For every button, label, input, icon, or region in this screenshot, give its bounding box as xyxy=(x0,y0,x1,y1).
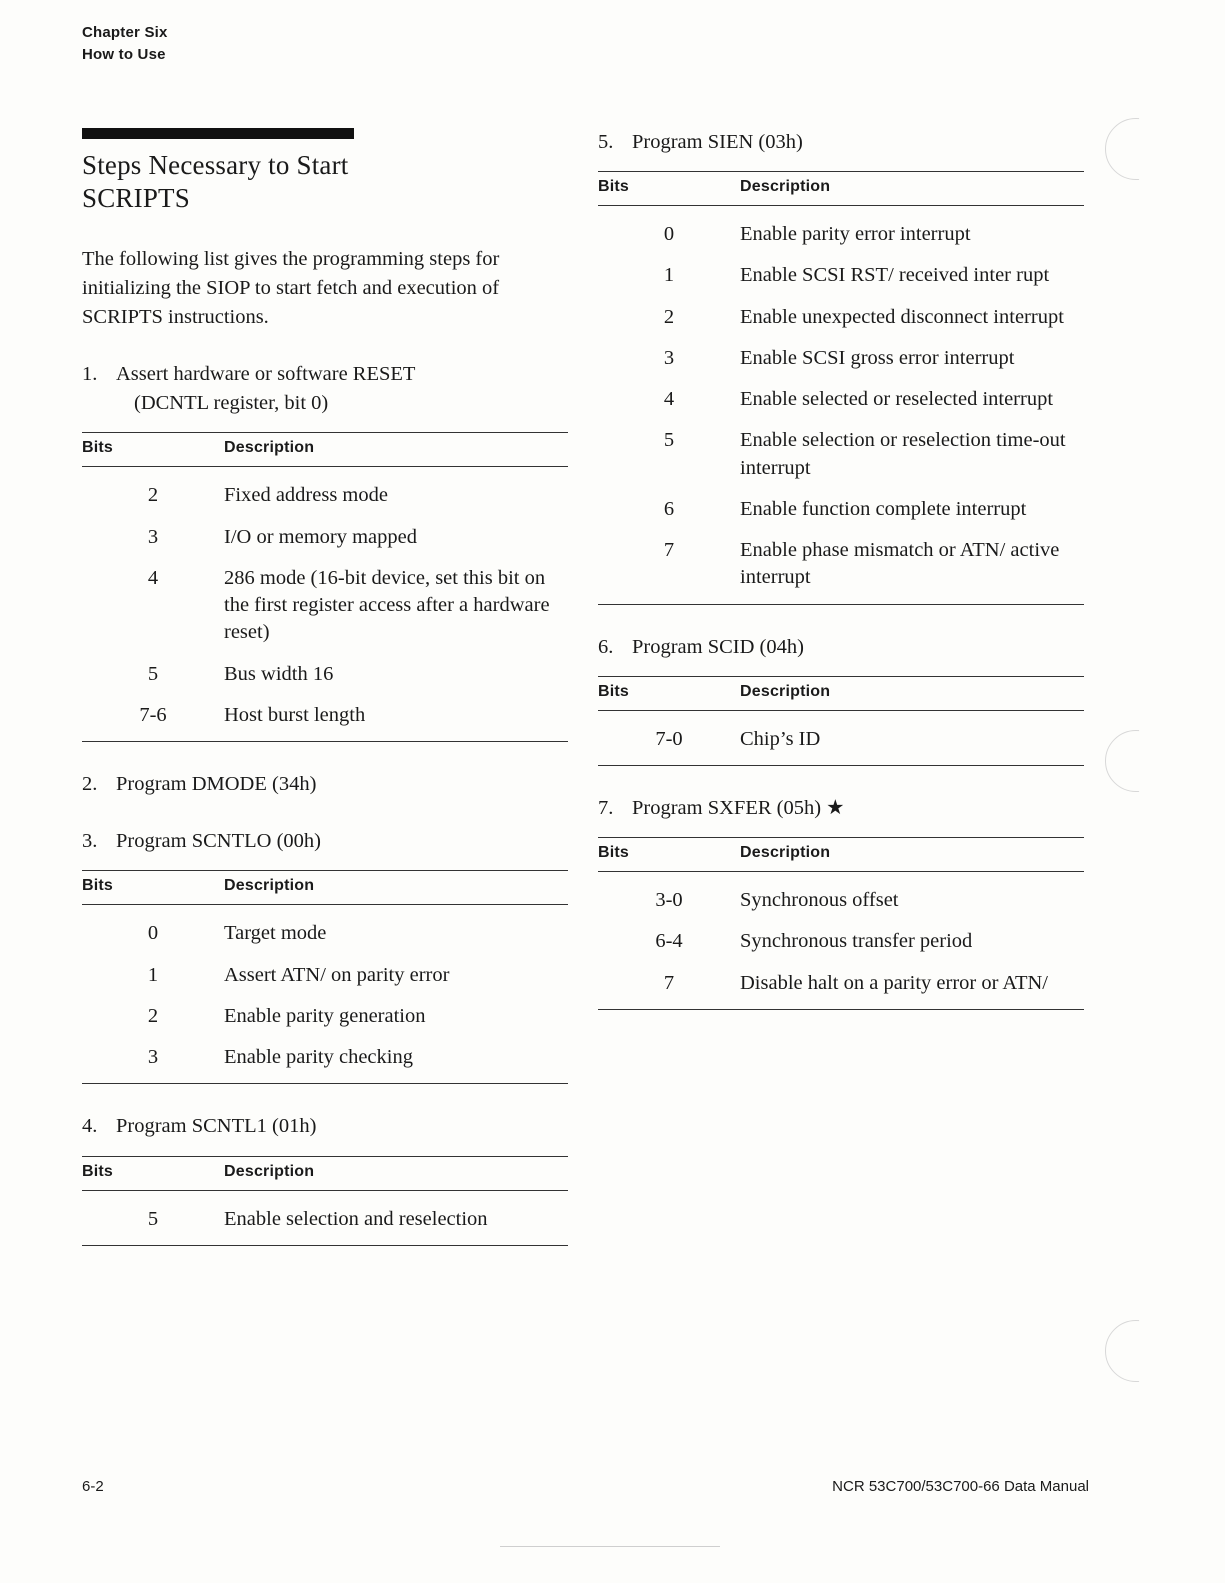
step-7 xyxy=(598,794,1084,823)
step-3 xyxy=(82,827,568,856)
table-step-5 xyxy=(598,171,1084,605)
section-rule xyxy=(82,128,354,139)
chapter-header-line1: Chapter Six xyxy=(82,24,168,41)
page-title xyxy=(82,149,568,215)
step-6 xyxy=(598,633,1084,662)
intro-paragraph: The following list gives the programming steps for initializing the SIOP to start fetch and execution of SCRIPTS instructions. xyxy=(82,247,500,329)
table-header-row xyxy=(82,1156,568,1190)
cell-description: Enable selected or reselected interrupt xyxy=(740,388,1054,411)
page-artifact-arc xyxy=(1105,1320,1167,1382)
cell-description: Synchronous offset xyxy=(740,889,899,912)
step-2 xyxy=(82,770,568,799)
table-row xyxy=(82,992,568,1033)
chapter-header xyxy=(82,22,168,66)
step-7-number: 7. xyxy=(598,796,614,819)
cell-description: Enable SCSI RST/ received inter rupt xyxy=(740,264,1050,287)
cell-bits: 4 xyxy=(147,566,159,589)
footer-page-number: 6-2 xyxy=(82,1478,104,1495)
table-step-1 xyxy=(82,432,568,742)
table-row xyxy=(598,293,1084,334)
step-6-text: Program SCID (04h) xyxy=(632,635,804,658)
cell-description: Target mode xyxy=(224,922,327,945)
step-1-number: 1. xyxy=(82,363,98,386)
table-header-row xyxy=(82,433,568,467)
cell-bits: 3-0 xyxy=(655,889,683,912)
column-header-description: Description xyxy=(740,838,1084,872)
cell-description: 286 mode (16-bit device, set this bit on the first register access after a hardware reset) xyxy=(224,566,550,644)
cell-description: Synchronous transfer period xyxy=(740,930,973,953)
cell-description: Host burst length xyxy=(224,691,568,742)
cell-description: Enable SCSI gross error interrupt xyxy=(740,346,1015,369)
step-5-number: 5. xyxy=(598,131,614,153)
cell-bits: 1 xyxy=(663,264,675,287)
cell-description: Enable phase mismatch or ATN/ active interrupt xyxy=(740,526,1084,604)
page-title-line1: Steps Necessary to Start xyxy=(82,150,349,180)
cell-bits: 5 xyxy=(663,429,675,452)
step-5 xyxy=(598,128,1084,157)
cell-bits: 1 xyxy=(147,963,159,986)
table-row xyxy=(598,959,1084,1010)
cell-bits: 6-4 xyxy=(655,930,683,953)
step-1-subtext: (DCNTL register, bit 0) xyxy=(134,392,329,415)
table-row xyxy=(82,905,568,951)
table-row xyxy=(598,251,1084,292)
table-row xyxy=(598,710,1084,765)
table-row xyxy=(598,526,1084,604)
table-row xyxy=(82,1033,568,1084)
table-step-3 xyxy=(82,870,568,1084)
step-5-text: Program SIEN (03h) xyxy=(632,131,803,153)
column-header-description: Description xyxy=(224,871,568,905)
cell-bits: 5 xyxy=(82,1190,224,1245)
table-row xyxy=(598,334,1084,375)
right-column xyxy=(598,128,1084,1014)
table-row xyxy=(82,691,568,742)
left-column xyxy=(82,128,568,1250)
cell-bits: 3 xyxy=(663,346,675,369)
cell-description: I/O or memory mapped xyxy=(224,525,417,548)
table-header-row xyxy=(598,676,1084,710)
table-row xyxy=(598,416,1084,485)
column-header-bits: Bits xyxy=(82,433,224,467)
step-3-number: 3. xyxy=(82,830,98,853)
page-artifact-arc xyxy=(1105,118,1167,180)
table-row xyxy=(598,872,1084,918)
cell-bits: 3 xyxy=(147,525,159,548)
table-row xyxy=(598,375,1084,416)
column-header-description: Description xyxy=(740,676,1084,710)
cell-description: Enable unexpected disconnect interrupt xyxy=(740,305,1064,328)
column-header-description: Description xyxy=(740,172,1084,206)
page-title-line2: SCRIPTS xyxy=(82,182,190,213)
step-3-text: Program SCNTLO (00h) xyxy=(116,830,321,853)
table-row xyxy=(82,951,568,992)
cell-description: Assert ATN/ on parity error xyxy=(224,963,450,986)
step-1 xyxy=(82,360,568,418)
cell-description: Enable parity checking xyxy=(224,1033,568,1084)
table-header-row xyxy=(598,838,1084,872)
cell-description: Disable halt on a parity error or ATN/ xyxy=(740,959,1084,1010)
step-7-text: Program SXFER (05h) ★ xyxy=(632,796,845,819)
cell-bits: 6 xyxy=(663,497,675,520)
cell-bits: 5 xyxy=(147,662,159,685)
table-row xyxy=(598,206,1084,252)
table-row xyxy=(598,485,1084,526)
cell-bits: 3 xyxy=(82,1033,224,1084)
table-header-row xyxy=(598,172,1084,206)
table-header-row xyxy=(82,871,568,905)
cell-bits: 0 xyxy=(663,223,675,246)
step-4 xyxy=(82,1112,568,1141)
footer-manual-title: NCR 53C700/53C700-66 Data Manual xyxy=(832,1478,1089,1495)
cell-description: Bus width 16 xyxy=(224,662,334,685)
cell-bits: 7-6 xyxy=(82,691,224,742)
column-header-bits: Bits xyxy=(82,871,224,905)
column-header-description: Description xyxy=(224,433,568,467)
page-artifact-line xyxy=(500,1546,720,1547)
table-row xyxy=(82,1190,568,1245)
cell-description: Enable function complete interrupt xyxy=(740,497,1027,520)
column-header-bits: Bits xyxy=(598,172,740,206)
table-row xyxy=(82,513,568,554)
table-row xyxy=(598,917,1084,958)
step-2-text: Program DMODE (34h) xyxy=(116,773,317,796)
cell-description: Chip’s ID xyxy=(740,710,1084,765)
column-header-description: Description xyxy=(224,1156,568,1190)
cell-bits: 0 xyxy=(147,922,159,945)
cell-description: Fixed address mode xyxy=(224,484,388,507)
table-step-4 xyxy=(82,1156,568,1246)
step-1-text: Assert hardware or software RESET xyxy=(116,363,416,386)
table-step-6 xyxy=(598,676,1084,766)
column-header-bits: Bits xyxy=(82,1156,224,1190)
table-step-7 xyxy=(598,837,1084,1010)
cell-bits: 7-0 xyxy=(598,710,740,765)
cell-bits: 4 xyxy=(663,388,675,411)
cell-bits: 7 xyxy=(598,959,740,1010)
page-artifact-arc xyxy=(1105,730,1167,792)
table-row xyxy=(82,650,568,691)
cell-description: Enable parity error interrupt xyxy=(740,223,971,246)
cell-bits: 2 xyxy=(147,1004,159,1027)
table-row xyxy=(82,554,568,650)
cell-description: Enable selection and reselection xyxy=(224,1190,568,1245)
cell-description: Enable selection or reselection time-out interrupt xyxy=(740,429,1066,479)
step-4-number: 4. xyxy=(82,1115,98,1138)
table-row xyxy=(82,467,568,513)
cell-bits: 2 xyxy=(663,305,675,328)
column-header-bits: Bits xyxy=(598,838,740,872)
step-2-number: 2. xyxy=(82,773,98,796)
chapter-header-line2: How to Use xyxy=(82,45,166,63)
step-6-number: 6. xyxy=(598,635,614,658)
cell-bits: 2 xyxy=(147,484,159,507)
cell-description: Enable parity generation xyxy=(224,1004,426,1027)
step-4-text: Program SCNTL1 (01h) xyxy=(116,1115,317,1138)
cell-bits: 7 xyxy=(598,526,740,604)
column-header-bits: Bits xyxy=(598,676,740,710)
